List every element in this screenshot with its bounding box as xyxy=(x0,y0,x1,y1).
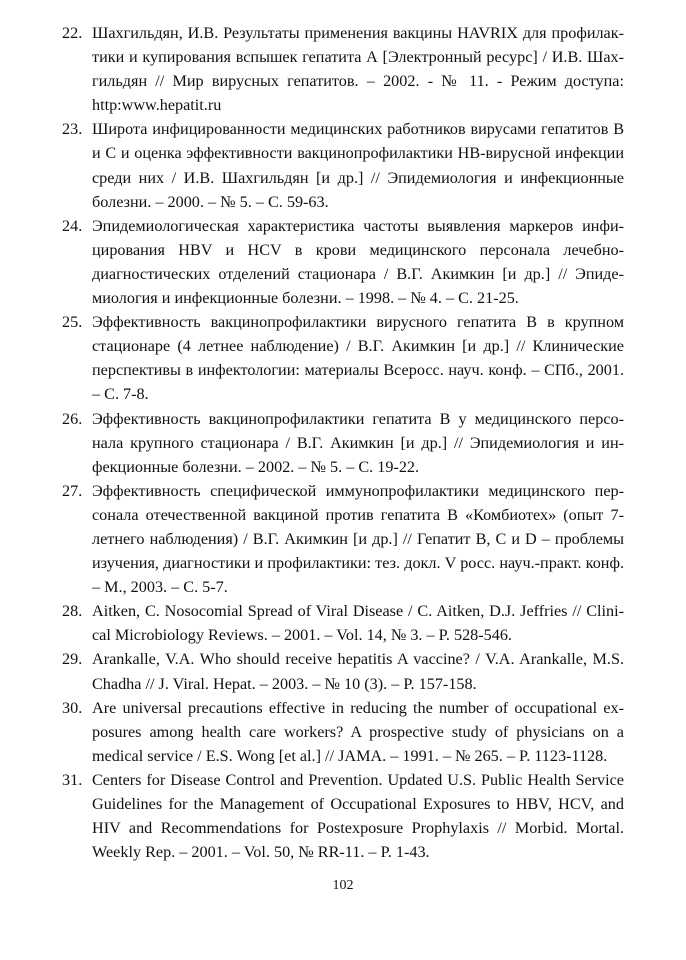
reference-item xyxy=(62,599,624,647)
reference-number: 27. xyxy=(62,481,83,500)
reference-item xyxy=(62,407,624,479)
reference-number: 30. xyxy=(62,698,83,717)
reference-item xyxy=(62,768,624,864)
reference-item xyxy=(62,214,624,310)
reference-item xyxy=(62,21,624,117)
reference-item xyxy=(62,647,624,695)
reference-number: 23. xyxy=(62,120,83,139)
reference-number: 24. xyxy=(62,216,83,235)
page-number: 102 xyxy=(332,878,354,893)
reference-number: 26. xyxy=(62,409,83,428)
reference-text: Шахгильдян, И.В. Результаты применения вакцины HAVRIX для профилактики и купирования вспышек гепатита А [Электронный ресурс] / И.В. Шахгильдян // Мир вирусных гепатитов. – 2002. - № 11. - Режим доступа: http:www.hepatit.ru xyxy=(92,24,624,115)
reference-number: 29. xyxy=(62,650,83,669)
reference-text: Эффективность вакцинопрофилактики гепатита В у медицинского персонала крупного стационара / В.Г. Акимкин [и др.] // Эпидемиология и инфекционные болезни. – 2002. – № 5. – С. 19-22. xyxy=(92,409,624,476)
reference-item xyxy=(62,117,624,213)
reference-item xyxy=(62,696,624,768)
reference-text: Эффективность вакцинопрофилактики вирусного гепатита В в крупном стационаре (4 летнее наблюдение) / В.Г. Акимкин [и др.] // Клинические перспективы в инфектологии: материалы Всеросс. науч. конф. – СПб., 2001. – С. 7-8. xyxy=(92,313,624,404)
reference-text: Arankalle, V.A. Who should receive hepatitis A vaccine? / V.A. Arankalle, M.S. Chadha // J. Viral. Hepat. – 2003. – № 10 (3). – P. 157-158. xyxy=(92,650,624,693)
reference-number: 22. xyxy=(62,24,83,42)
reference-item xyxy=(62,479,624,599)
reference-text: Aitken, C. Nosocomial Spread of Viral Disease / C. Aitken, D.J. Jeffries // Clinical Microbiology Reviews. – 2001. – Vol. 14, № 3. – P. 528-546. xyxy=(92,602,624,645)
reference-item xyxy=(62,310,624,406)
reference-text: Эпидемиологическая характеристика частоты выявления маркеров инфицирования HBV и HCV в крови медицинского персонала лечебно-диагностических отделений стационара / В.Г. Акимкин [и др.] // Эпидемиология и инфекционные болезни. – 1998. – № 4. – С. 21-25. xyxy=(92,216,624,308)
reference-number: 31. xyxy=(62,770,83,789)
reference-list xyxy=(62,21,624,864)
reference-number: 28. xyxy=(62,602,83,621)
reference-text: Эффективность специфической иммунопрофилактики медицинского персонала отечественной вакциной против гепатита В «Комбиотех» (опыт 7-летнего наблюдения) / В.Г. Акимкин [и др.] // Гепатит В, С и D – проблемы изучения, диагностики и профилактики: тез. докл. V росс. науч.-практ. конф. – М., 2003. – С. 5-7. xyxy=(92,481,624,597)
reference-number: 25. xyxy=(62,313,83,332)
reference-text: Centers for Disease Control and Prevention. Updated U.S. Public Health Service Guidelines for the Management of Occupational Exposures to HBV, HCV, and HIV and Recommendations for Postexposure Prophylaxis // Morbid. Mortal. Weekly Rep. – 2001. – Vol. 50, № RR-11. – P. 1-43. xyxy=(92,770,624,862)
reference-text: Широта инфицированности медицинских работников вирусами гепатитов В и С и оценка эффективности вакцинопрофилактики HB-вирусной инфекции среди них / И.В. Шахгильдян [и др.] // Эпидемиология и инфекционные болезни. – 2000. – № 5. – С. 59-63. xyxy=(92,120,624,211)
reference-text: Are universal precautions effective in reducing the number of occupational exposures among health care workers? A prospective study of physicians on a medical service / E.S. Wong [et al.] // JAMA. – 1991. – № 265. – P. 1123-1128. xyxy=(92,698,624,765)
